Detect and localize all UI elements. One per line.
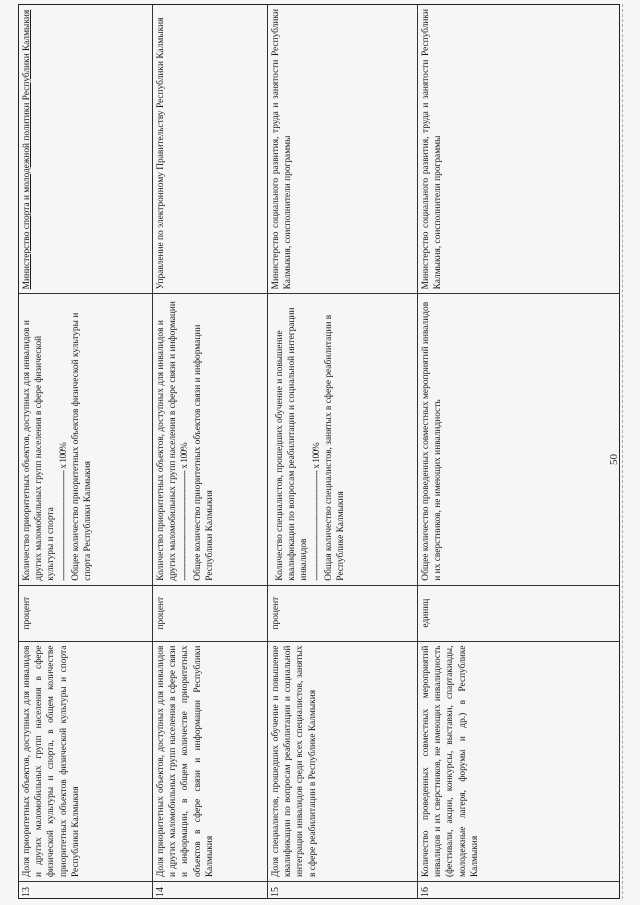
formula-fraction-line: ------------------------------------------ x 100% (58, 442, 69, 581)
unit: процент (153, 585, 267, 641)
calculation-formula (153, 293, 267, 584)
calculation-formula (268, 293, 417, 584)
formula-text: Общее количество проведенных совместных мероприятий инвалидов и их сверстников, не имеющих инвалидность (421, 301, 444, 581)
formula-fraction-line: ------------------------------------------ x 100% (311, 442, 322, 581)
table-row (19, 5, 153, 898)
row-number: 14 (153, 881, 267, 898)
unit: процент (19, 585, 152, 641)
indicators-table (18, 4, 620, 899)
table-row (153, 5, 268, 898)
indicator-name: Количество проведенных совместных мероприятий инвалидов и их сверстников, не имеющих инвалидность (фестивали, акции, конкурсы, выставки, спартакиады, молодежные лагеря, форумы и др.) в Республике Калмыкия (418, 641, 619, 881)
unit: процент (268, 585, 417, 641)
table-row (418, 5, 619, 898)
formula-denominator: Общая количество специалистов, занятых в сфере реабилитации в Республике Калмыкия (323, 314, 347, 581)
formula-numerator: Количество приоритетных объектов, доступных для инвалидов и других маломобильных групп населения в сфере физической культуры и спорта (22, 320, 57, 581)
indicator-name: Доля специалистов, прошедших обучение и повышение квалификации по вопросам реабилитации и социальной интеграции инвалидов среди всех специалистов, занятых в сфере реабилитации в Республике Калмыкия (268, 641, 417, 881)
responsible-executor (19, 5, 152, 293)
row-number: 15 (268, 881, 417, 898)
formula-numerator: Количество специалистов, прошедших обучение и повышение квалификации по вопросам реабилитации и социальной интеграции инвалидов (275, 307, 310, 581)
scan-edge-line (622, 4, 623, 899)
responsible-executor: Министерство социального развития, труда и занятости Республики Калмыкия, соисполнители программы (421, 9, 444, 290)
responsible-executor: Министерство социального развития, труда и занятости Республики Калмыкия, соисполнители программы (271, 9, 294, 290)
table-row (268, 5, 418, 898)
indicator-name: Доля приоритетных объектов, доступных для инвалидов и других маломобильных групп населения в сфере связи и информации, в общем количестве приоритетных объектов в сфере связи и информации Республики Калмыкия (153, 641, 267, 881)
responsible-executor: Управление по электронному Правительству Республики Калмыкия (156, 17, 166, 290)
formula-fraction-line: ------------------------------------------ x 100% (180, 442, 191, 581)
calculation-formula (19, 293, 152, 584)
indicator-name: Доля приоритетных объектов, доступных для инвалидов и других маломобильных групп населения в сфере физической культуры и спорта, в общем количестве приоритетных объектов физической культуры и спорта Республики Калмыкия (19, 641, 152, 881)
calculation-formula (418, 293, 619, 584)
page-number: 50 (608, 454, 620, 465)
responsible-text: Министерство спорта и молодежной политики Республики Калмыкия (22, 9, 32, 290)
formula-denominator: Общее количество приоритетных объектов связи и информации Республики Калмыкия (192, 324, 215, 581)
unit: единиц (418, 585, 619, 641)
row-number: 16 (418, 881, 619, 898)
formula-numerator: Количество приоритетных объектов, доступных для инвалидов и других маломобильных групп населения в сфере связи и информации (156, 301, 179, 581)
formula-denominator: Общее количество приоритетных объектов физической культуры и спорта Республики Калмыкия (70, 312, 94, 581)
row-number: 13 (19, 881, 152, 898)
